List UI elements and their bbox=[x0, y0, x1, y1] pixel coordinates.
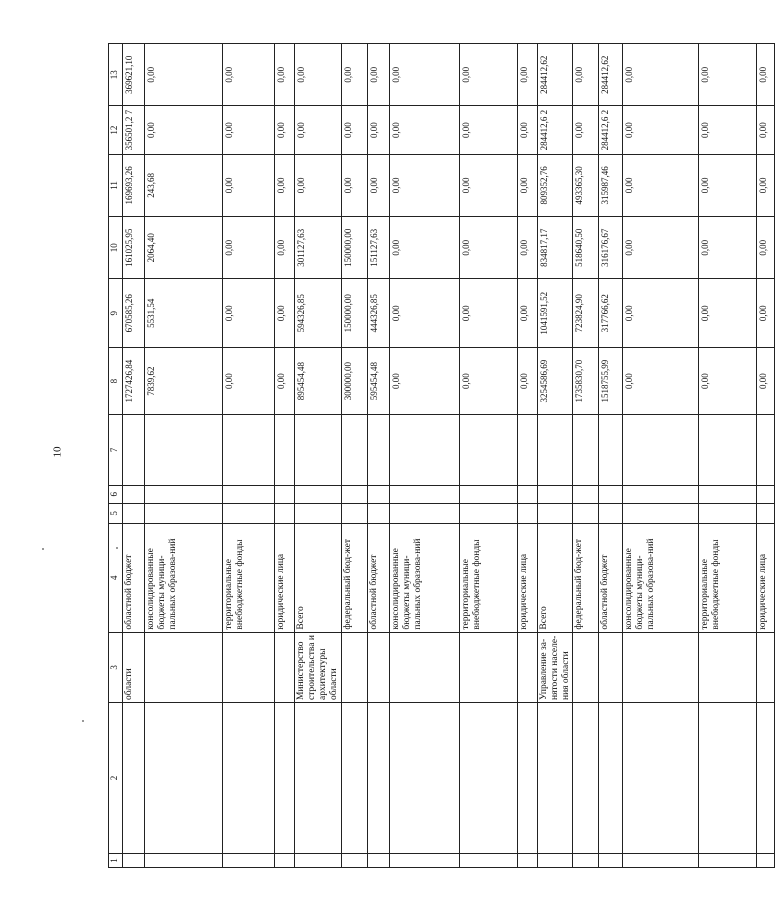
empty-cell-col-2 bbox=[757, 703, 775, 854]
amount-cell-col-10: 301127,63 bbox=[295, 217, 342, 279]
header-col-12: 12 bbox=[109, 106, 123, 154]
empty-cell-col-6 bbox=[699, 485, 757, 503]
funding-source-cell: Всего bbox=[295, 523, 342, 632]
empty-cell-col-7 bbox=[599, 415, 623, 485]
amount-cell-col-11: 0,00 bbox=[341, 154, 367, 216]
scan-speck bbox=[82, 720, 84, 722]
executor-cell bbox=[599, 632, 623, 702]
empty-cell-col-5 bbox=[517, 503, 537, 523]
table-row bbox=[295, 44, 342, 868]
amount-cell-col-12: 0,00 bbox=[623, 106, 699, 154]
empty-cell-col-2 bbox=[145, 703, 223, 854]
amount-cell-col-9: 5531,54 bbox=[145, 279, 223, 347]
amount-cell-col-12: 0,00 bbox=[699, 106, 757, 154]
amount-cell-col-10: 0,00 bbox=[623, 217, 699, 279]
header-col-9: 9 bbox=[109, 279, 123, 347]
executor-cell: Министерство строительства и архитектуры области bbox=[295, 632, 342, 702]
empty-cell-col-5 bbox=[123, 503, 145, 523]
amount-cell-col-11: 315987,46 bbox=[599, 154, 623, 216]
header-col-8: 8 bbox=[109, 347, 123, 414]
empty-cell-col-1 bbox=[517, 853, 537, 867]
amount-cell-col-11: 809352,76 bbox=[537, 154, 573, 216]
empty-cell-col-7 bbox=[145, 415, 223, 485]
amount-cell-col-8: 1518755,99 bbox=[599, 347, 623, 414]
amount-cell-col-12: 284412,6 2 bbox=[537, 106, 573, 154]
empty-cell-col-2 bbox=[537, 703, 573, 854]
table-row bbox=[537, 44, 573, 868]
table-row bbox=[599, 44, 623, 868]
budget-table bbox=[108, 43, 775, 868]
empty-cell-col-5 bbox=[623, 503, 699, 523]
amount-cell-col-13: 0,00 bbox=[623, 44, 699, 106]
funding-source-cell: областной бюджет bbox=[367, 523, 389, 632]
executor-cell bbox=[757, 632, 775, 702]
amount-cell-col-12: 0,00 bbox=[145, 106, 223, 154]
table-row bbox=[123, 44, 145, 868]
amount-cell-col-10: 0,00 bbox=[223, 217, 275, 279]
funding-source-cell: юридические лица bbox=[517, 523, 537, 632]
empty-cell-col-2 bbox=[459, 703, 517, 854]
header-col-6: 6 bbox=[109, 485, 123, 503]
empty-cell-col-7 bbox=[623, 415, 699, 485]
empty-cell-col-6 bbox=[295, 485, 342, 503]
empty-cell-col-7 bbox=[123, 415, 145, 485]
executor-cell bbox=[145, 632, 223, 702]
amount-cell-col-11: 0,00 bbox=[459, 154, 517, 216]
amount-cell-col-8: 0,00 bbox=[275, 347, 295, 414]
amount-cell-col-13: 0,00 bbox=[389, 44, 459, 106]
executor-cell bbox=[517, 632, 537, 702]
funding-source-cell: территориальные внебюджетные фонды bbox=[459, 523, 517, 632]
amount-cell-col-10: 0,00 bbox=[275, 217, 295, 279]
empty-cell-col-7 bbox=[275, 415, 295, 485]
funding-source-cell: территориальные внебюджетные фонды bbox=[699, 523, 757, 632]
amount-cell-col-9: 0,00 bbox=[459, 279, 517, 347]
amount-cell-col-8: 595454,48 bbox=[367, 347, 389, 414]
executor-cell: Управление за-нятости населе-ния области bbox=[537, 632, 573, 702]
funding-source-cell: Всего bbox=[537, 523, 573, 632]
amount-cell-col-9: 317766,62 bbox=[599, 279, 623, 347]
amount-cell-col-11: 0,00 bbox=[623, 154, 699, 216]
rotated-sheet bbox=[108, 43, 769, 868]
empty-cell-col-6 bbox=[623, 485, 699, 503]
page-number: 10 bbox=[51, 446, 64, 458]
amount-cell-col-12: 356501,2 7 bbox=[123, 106, 145, 154]
empty-cell-col-6 bbox=[275, 485, 295, 503]
amount-cell-col-10: 0,00 bbox=[459, 217, 517, 279]
amount-cell-col-9: 0,00 bbox=[757, 279, 775, 347]
amount-cell-col-9: 444326,85 bbox=[367, 279, 389, 347]
funding-source-cell: юридические лица bbox=[275, 523, 295, 632]
amount-cell-col-11: 0,00 bbox=[367, 154, 389, 216]
amount-cell-col-10: 150000,00 bbox=[341, 217, 367, 279]
table-row bbox=[145, 44, 223, 868]
amount-cell-col-12: 0,00 bbox=[757, 106, 775, 154]
amount-cell-col-8: 1735830,70 bbox=[573, 347, 599, 414]
amount-cell-col-11: 0,00 bbox=[699, 154, 757, 216]
amount-cell-col-12: 0,00 bbox=[459, 106, 517, 154]
amount-cell-col-13: 0,00 bbox=[295, 44, 342, 106]
executor-cell bbox=[699, 632, 757, 702]
empty-cell-col-7 bbox=[757, 415, 775, 485]
empty-cell-col-5 bbox=[757, 503, 775, 523]
empty-cell-col-6 bbox=[537, 485, 573, 503]
empty-cell-col-1 bbox=[341, 853, 367, 867]
amount-cell-col-11: 0,00 bbox=[275, 154, 295, 216]
funding-source-cell: федеральный бюд-жет bbox=[341, 523, 367, 632]
empty-cell-col-5 bbox=[459, 503, 517, 523]
amount-cell-col-9: 150000,00 bbox=[341, 279, 367, 347]
amount-cell-col-8: 0,00 bbox=[223, 347, 275, 414]
amount-cell-col-9: 723824,90 bbox=[573, 279, 599, 347]
empty-cell-col-7 bbox=[517, 415, 537, 485]
empty-cell-col-1 bbox=[123, 853, 145, 867]
amount-cell-col-12: 0,00 bbox=[275, 106, 295, 154]
empty-cell-col-1 bbox=[599, 853, 623, 867]
empty-cell-col-5 bbox=[341, 503, 367, 523]
amount-cell-col-10: 834817,17 bbox=[537, 217, 573, 279]
empty-cell-col-6 bbox=[573, 485, 599, 503]
empty-cell-col-5 bbox=[389, 503, 459, 523]
empty-cell-col-1 bbox=[459, 853, 517, 867]
empty-cell-col-1 bbox=[367, 853, 389, 867]
empty-cell-col-2 bbox=[599, 703, 623, 854]
scan-speck bbox=[42, 548, 44, 550]
empty-cell-col-1 bbox=[223, 853, 275, 867]
amount-cell-col-13: 0,00 bbox=[275, 44, 295, 106]
empty-cell-col-6 bbox=[459, 485, 517, 503]
amount-cell-col-8: 300000,00 bbox=[341, 347, 367, 414]
empty-cell-col-5 bbox=[537, 503, 573, 523]
empty-cell-col-7 bbox=[223, 415, 275, 485]
amount-cell-col-10: 2064,40 bbox=[145, 217, 223, 279]
funding-source-cell: территориальные внебюджетные фонды bbox=[223, 523, 275, 632]
executor-cell bbox=[223, 632, 275, 702]
funding-source-cell: консолидированные бюджеты муници-пальных образова-ний bbox=[389, 523, 459, 632]
empty-cell-col-2 bbox=[699, 703, 757, 854]
amount-cell-col-11: 493365,30 bbox=[573, 154, 599, 216]
amount-cell-col-9: 594326,85 bbox=[295, 279, 342, 347]
funding-source-cell: юридические лица bbox=[757, 523, 775, 632]
table-row bbox=[757, 44, 775, 868]
empty-cell-col-1 bbox=[699, 853, 757, 867]
empty-cell-col-2 bbox=[623, 703, 699, 854]
amount-cell-col-12: 0,00 bbox=[223, 106, 275, 154]
funding-source-cell: областной бюджет bbox=[599, 523, 623, 632]
header-col-10: 10 bbox=[109, 217, 123, 279]
amount-cell-col-8: 0,00 bbox=[517, 347, 537, 414]
amount-cell-col-9: 0,00 bbox=[517, 279, 537, 347]
amount-cell-col-11: 0,00 bbox=[295, 154, 342, 216]
funding-source-cell: консолидированные бюджеты муници-пальных образова-ний bbox=[623, 523, 699, 632]
amount-cell-col-12: 0,00 bbox=[389, 106, 459, 154]
empty-cell-col-2 bbox=[223, 703, 275, 854]
header-col-5: 5 bbox=[109, 503, 123, 523]
empty-cell-col-2 bbox=[275, 703, 295, 854]
empty-cell-col-2 bbox=[341, 703, 367, 854]
amount-cell-col-8: 0,00 bbox=[757, 347, 775, 414]
header-col-2: 2 bbox=[109, 703, 123, 854]
table-row bbox=[623, 44, 699, 868]
table-row bbox=[367, 44, 389, 868]
amount-cell-col-11: 0,00 bbox=[517, 154, 537, 216]
amount-cell-col-8: 3254586,69 bbox=[537, 347, 573, 414]
empty-cell-col-5 bbox=[145, 503, 223, 523]
empty-cell-col-1 bbox=[145, 853, 223, 867]
empty-cell-col-1 bbox=[757, 853, 775, 867]
amount-cell-col-10: 161025,95 bbox=[123, 217, 145, 279]
empty-cell-col-5 bbox=[295, 503, 342, 523]
empty-cell-col-5 bbox=[367, 503, 389, 523]
empty-cell-col-2 bbox=[367, 703, 389, 854]
empty-cell-col-6 bbox=[389, 485, 459, 503]
amount-cell-col-9: 0,00 bbox=[389, 279, 459, 347]
executor-cell bbox=[341, 632, 367, 702]
executor-cell bbox=[389, 632, 459, 702]
header-col-7: 7 bbox=[109, 415, 123, 485]
empty-cell-col-6 bbox=[367, 485, 389, 503]
amount-cell-col-8: 0,00 bbox=[459, 347, 517, 414]
scan-speck bbox=[116, 547, 118, 549]
amount-cell-col-11: 169693,26 bbox=[123, 154, 145, 216]
amount-cell-col-13: 0,00 bbox=[517, 44, 537, 106]
funding-source-cell: консолидированные бюджеты муници-пальных образова-ний bbox=[145, 523, 223, 632]
amount-cell-col-8: 895454,48 bbox=[295, 347, 342, 414]
table-row bbox=[275, 44, 295, 868]
table-row bbox=[223, 44, 275, 868]
empty-cell-col-2 bbox=[123, 703, 145, 854]
amount-cell-col-8: 0,00 bbox=[389, 347, 459, 414]
amount-cell-col-9: 1041591,52 bbox=[537, 279, 573, 347]
empty-cell-col-5 bbox=[223, 503, 275, 523]
header-col-13: 13 bbox=[109, 44, 123, 106]
empty-cell-col-6 bbox=[599, 485, 623, 503]
amount-cell-col-12: 0,00 bbox=[295, 106, 342, 154]
amount-cell-col-12: 0,00 bbox=[573, 106, 599, 154]
empty-cell-col-7 bbox=[341, 415, 367, 485]
empty-cell-col-7 bbox=[295, 415, 342, 485]
executor-cell bbox=[623, 632, 699, 702]
amount-cell-col-13: 284412,62 bbox=[599, 44, 623, 106]
amount-cell-col-8: 7839,62 bbox=[145, 347, 223, 414]
amount-cell-col-12: 0,00 bbox=[367, 106, 389, 154]
empty-cell-col-6 bbox=[517, 485, 537, 503]
empty-cell-col-6 bbox=[341, 485, 367, 503]
amount-cell-col-10: 0,00 bbox=[699, 217, 757, 279]
empty-cell-col-5 bbox=[599, 503, 623, 523]
executor-cell bbox=[573, 632, 599, 702]
amount-cell-col-8: 0,00 bbox=[699, 347, 757, 414]
amount-cell-col-11: 243,68 bbox=[145, 154, 223, 216]
executor-cell bbox=[459, 632, 517, 702]
amount-cell-col-9: 0,00 bbox=[623, 279, 699, 347]
funding-source-cell: федеральный бюд-жет bbox=[573, 523, 599, 632]
empty-cell-col-5 bbox=[275, 503, 295, 523]
empty-cell-col-6 bbox=[223, 485, 275, 503]
empty-cell-col-6 bbox=[757, 485, 775, 503]
amount-cell-col-8: 0,00 bbox=[623, 347, 699, 414]
amount-cell-col-10: 518640,50 bbox=[573, 217, 599, 279]
amount-cell-col-9: 0,00 bbox=[223, 279, 275, 347]
empty-cell-col-2 bbox=[295, 703, 342, 854]
empty-cell-col-7 bbox=[573, 415, 599, 485]
empty-cell-col-1 bbox=[537, 853, 573, 867]
funding-source-cell: областной бюджет bbox=[123, 523, 145, 632]
header-col-1: 1 bbox=[109, 853, 123, 867]
empty-cell-col-7 bbox=[367, 415, 389, 485]
table-row bbox=[517, 44, 537, 868]
table-row bbox=[389, 44, 459, 868]
empty-cell-col-1 bbox=[573, 853, 599, 867]
executor-cell bbox=[367, 632, 389, 702]
table-row bbox=[573, 44, 599, 868]
amount-cell-col-10: 0,00 bbox=[389, 217, 459, 279]
amount-cell-col-13: 0,00 bbox=[573, 44, 599, 106]
empty-cell-col-7 bbox=[537, 415, 573, 485]
empty-cell-col-5 bbox=[699, 503, 757, 523]
amount-cell-col-13: 0,00 bbox=[757, 44, 775, 106]
amount-cell-col-12: 0,00 bbox=[341, 106, 367, 154]
amount-cell-col-13: 0,00 bbox=[459, 44, 517, 106]
empty-cell-col-1 bbox=[275, 853, 295, 867]
empty-cell-col-5 bbox=[573, 503, 599, 523]
header-col-11: 11 bbox=[109, 154, 123, 216]
amount-cell-col-11: 0,00 bbox=[389, 154, 459, 216]
header-col-4: 4 bbox=[109, 523, 123, 632]
amount-cell-col-9: 0,00 bbox=[699, 279, 757, 347]
header-col-3: 3 bbox=[109, 632, 123, 702]
amount-cell-col-12: 0,00 bbox=[517, 106, 537, 154]
empty-cell-col-1 bbox=[389, 853, 459, 867]
table-row bbox=[459, 44, 517, 868]
executor-cell: области bbox=[123, 632, 145, 702]
amount-cell-col-12: 284412,6 2 bbox=[599, 106, 623, 154]
empty-cell-col-6 bbox=[145, 485, 223, 503]
table-row bbox=[341, 44, 367, 868]
amount-cell-col-10: 0,00 bbox=[517, 217, 537, 279]
empty-cell-col-7 bbox=[389, 415, 459, 485]
amount-cell-col-13: 0,00 bbox=[145, 44, 223, 106]
empty-cell-col-6 bbox=[123, 485, 145, 503]
amount-cell-col-9: 0,00 bbox=[275, 279, 295, 347]
amount-cell-col-10: 0,00 bbox=[757, 217, 775, 279]
empty-cell-col-2 bbox=[517, 703, 537, 854]
table-row bbox=[699, 44, 757, 868]
amount-cell-col-13: 284412,62 bbox=[537, 44, 573, 106]
amount-cell-col-10: 151127,63 bbox=[367, 217, 389, 279]
amount-cell-col-9: 670585,26 bbox=[123, 279, 145, 347]
amount-cell-col-8: 1727426,84 bbox=[123, 347, 145, 414]
amount-cell-col-11: 0,00 bbox=[223, 154, 275, 216]
empty-cell-col-1 bbox=[623, 853, 699, 867]
amount-cell-col-13: 0,00 bbox=[367, 44, 389, 106]
empty-cell-col-7 bbox=[699, 415, 757, 485]
empty-cell-col-1 bbox=[295, 853, 342, 867]
empty-cell-col-2 bbox=[573, 703, 599, 854]
table-body bbox=[123, 44, 775, 868]
amount-cell-col-13: 369621,10 bbox=[123, 44, 145, 106]
table-header bbox=[109, 44, 123, 868]
amount-cell-col-13: 0,00 bbox=[223, 44, 275, 106]
empty-cell-col-2 bbox=[389, 703, 459, 854]
amount-cell-col-10: 316176,67 bbox=[599, 217, 623, 279]
empty-cell-col-7 bbox=[459, 415, 517, 485]
amount-cell-col-11: 0,00 bbox=[757, 154, 775, 216]
amount-cell-col-13: 0,00 bbox=[699, 44, 757, 106]
amount-cell-col-13: 0,00 bbox=[341, 44, 367, 106]
budget-table-scan bbox=[108, 43, 769, 868]
executor-cell bbox=[275, 632, 295, 702]
